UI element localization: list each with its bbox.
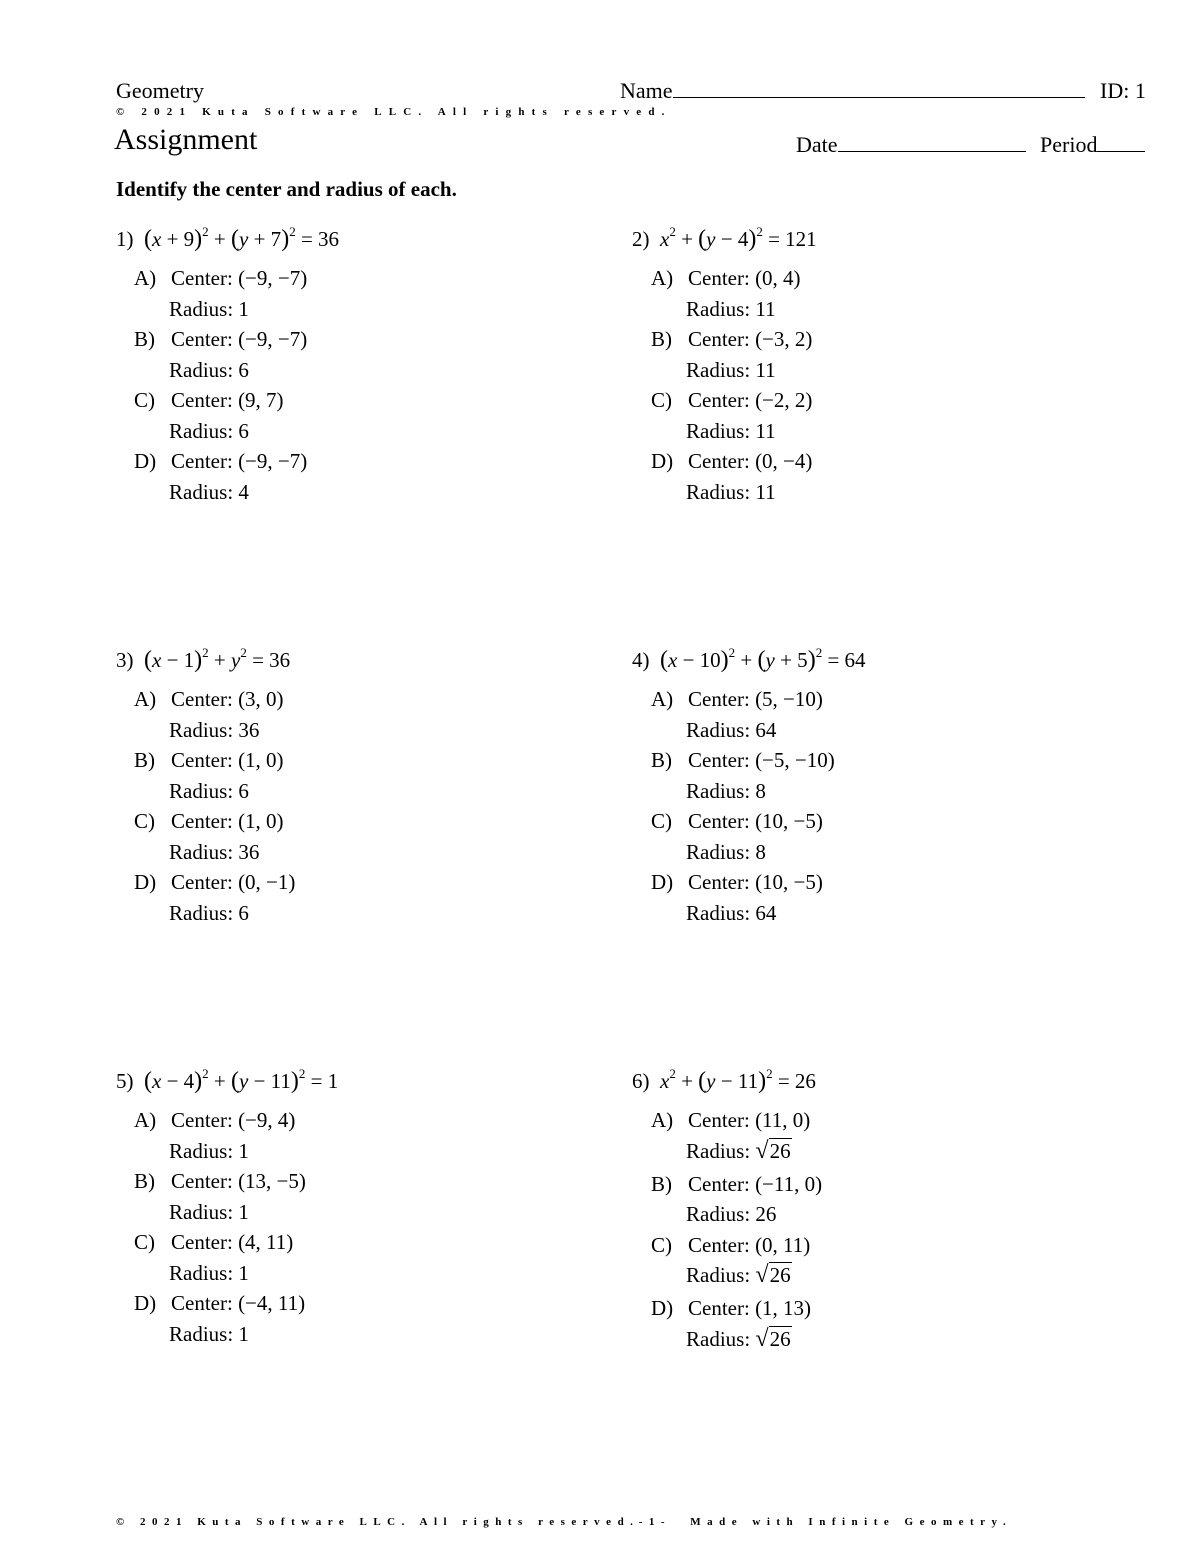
option-6a[interactable]: A) Center: (11, 0) bbox=[651, 1108, 811, 1132]
name-line bbox=[673, 96, 1085, 98]
option-4b[interactable]: B) Center: (−5, −10) bbox=[651, 748, 835, 772]
problem-3-options: A) Center: (3, 0) Radius: 36 B) Center: (1, 0) Radius: 6 C) Center: (1, 0) Radius: 36 D) Center: (0, −1) Radius: 6 bbox=[134, 684, 434, 928]
option-4c[interactable]: C) Center: (10, −5) bbox=[651, 809, 823, 833]
option-2a[interactable]: A) Center: (0, 4) bbox=[651, 266, 801, 290]
option-1d[interactable]: D) Center: (−9, −7) bbox=[134, 449, 308, 473]
option-3a[interactable]: A) Center: (3, 0) bbox=[134, 687, 284, 711]
sqrt-symbol: √26 bbox=[755, 1325, 791, 1352]
name-label: Name bbox=[620, 78, 673, 103]
option-3d[interactable]: D) Center: (0, −1) bbox=[134, 870, 296, 894]
footer-copyright: © 2021 Kuta Software LLC. All rights reserved. bbox=[116, 1516, 640, 1528]
problem-6-equation: 6) $x^2 + (y - 11)^2 = 26$ bbox=[632, 1066, 816, 1094]
option-6b[interactable]: B) Center: (−11, 0) bbox=[651, 1171, 823, 1196]
option-3b[interactable]: B) Center: (1, 0) bbox=[134, 748, 284, 772]
option-1c[interactable]: C) Center: (9, 7) bbox=[134, 388, 284, 412]
name-field[interactable] bbox=[620, 78, 1085, 104]
problem-5-equation: 5) $(x - 4)^2 + (y - 11)^2 = 1$ bbox=[116, 1066, 339, 1094]
option-6c[interactable]: C) Center: (0, 11) bbox=[651, 1232, 811, 1257]
option-2b[interactable]: B) Center: (−3, 2) bbox=[651, 327, 813, 351]
problem-2-equation: 2) $x^2 + (y - 4)^2 = 121$ bbox=[632, 224, 817, 252]
period-line bbox=[1097, 150, 1145, 152]
period-field[interactable] bbox=[1040, 132, 1145, 158]
option-5d[interactable]: D) Center: (−4, 11) bbox=[134, 1291, 306, 1315]
problem-1-options: A) Center: (−9, −7) Radius: 1 B) Center: (−9, −7) Radius: 6 C) Center: (9, 7) Radius: 6 D) Center: (−9, −7) Radius: 4 bbox=[134, 263, 434, 507]
problem-3-equation: 3) $(x - 1)^2 + y^2 = 36$ bbox=[116, 645, 291, 673]
footer bbox=[116, 1516, 1012, 1528]
problem-1-equation: 1) $(x + 9)^2 + (y + 7)^2 = 36$ bbox=[116, 224, 340, 252]
footer-made-with: Made with Infinite Geometry. bbox=[690, 1516, 1013, 1528]
id-label: ID: 1 bbox=[1100, 78, 1146, 103]
option-2c[interactable]: C) Center: (−2, 2) bbox=[651, 388, 813, 412]
option-5c[interactable]: C) Center: (4, 11) bbox=[134, 1230, 294, 1254]
option-5b[interactable]: B) Center: (13, −5) bbox=[134, 1169, 306, 1193]
subject-label: Geometry bbox=[116, 78, 204, 103]
assignment-title: Assignment bbox=[114, 123, 258, 156]
option-6d[interactable]: D) Center: (1, 13) bbox=[651, 1296, 812, 1320]
header-copyright: © 2021 Kuta Software LLC. All rights reserved. bbox=[116, 106, 672, 118]
sqrt-symbol: √26 bbox=[755, 1137, 791, 1164]
problem-4-options: A) Center: (5, −10) Radius: 64 B) Center: (−5, −10) Radius: 8 C) Center: (10, −5) Radius: 8 D) Center: (10, −5) Radius: 64 bbox=[651, 684, 951, 928]
option-2d[interactable]: D) Center: (0, −4) bbox=[651, 449, 813, 473]
problem-2-options: A) Center: (0, 4) Radius: 11 B) Center: (−3, 2) Radius: 11 C) Center: (−2, 2) Radius: 11 D) Center: (0, −4) Radius: 11 bbox=[651, 263, 951, 507]
option-4d[interactable]: D) Center: (10, −5) bbox=[651, 870, 823, 894]
option-4a[interactable]: A) Center: (5, −10) bbox=[651, 687, 823, 711]
option-3c[interactable]: C) Center: (1, 0) bbox=[134, 809, 284, 833]
period-label: Period bbox=[1040, 132, 1098, 157]
option-1a[interactable]: A) Center: (−9, −7) bbox=[134, 266, 308, 290]
sqrt-symbol: √26 bbox=[755, 1262, 791, 1288]
date-line bbox=[838, 150, 1026, 152]
option-5a[interactable]: A) Center: (−9, 4) bbox=[134, 1108, 296, 1132]
date-field[interactable] bbox=[796, 132, 1026, 158]
option-1b[interactable]: B) Center: (−9, −7) bbox=[134, 327, 308, 351]
date-label: Date bbox=[796, 132, 838, 157]
problem-5-options: A) Center: (−9, 4) Radius: 1 B) Center: (13, −5) Radius: 1 C) Center: (4, 11) Radius: 1 D) Center: (−4, 11) Radius: 1 bbox=[134, 1105, 434, 1349]
page-number: -1- bbox=[638, 1516, 672, 1528]
problem-4-equation: 4) $(x - 10)^2 + (y + 5)^2 = 64$ bbox=[632, 645, 866, 673]
instructions: Identify the center and radius of each. bbox=[116, 177, 457, 201]
problem-6-options: A) Center: (11, 0) Radius: √26 B) Center: (−11, 0) Radius: 26 C) Center: (0, 11) Radius: √26 D) Center: (1, 13) Radius: √26 bbox=[651, 1105, 951, 1357]
